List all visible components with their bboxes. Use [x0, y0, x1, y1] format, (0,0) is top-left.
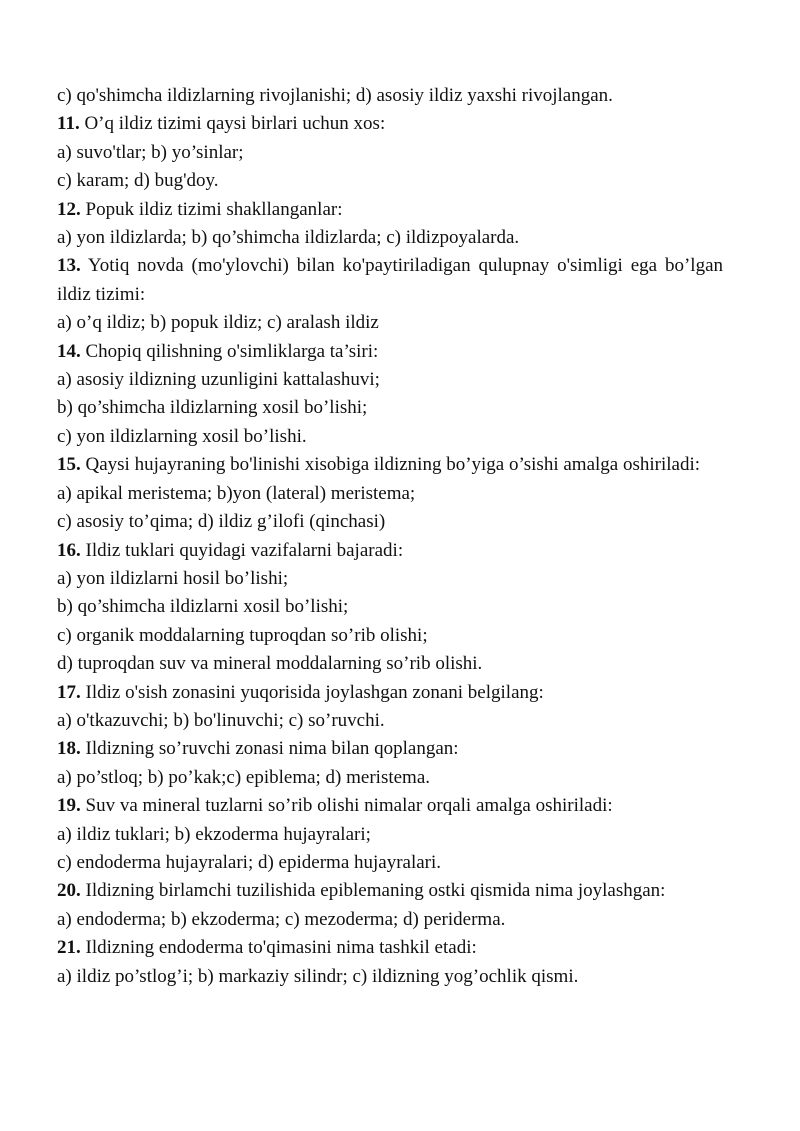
answer-options-line: b) qo’shimcha ildizlarni xosil bo’lishi;: [57, 596, 349, 618]
question-number: 15.: [57, 454, 81, 476]
question-stem: [57, 338, 723, 366]
question-text: Ildizning so’ruvchi zonasi nima bilan qoplangan:: [80, 738, 459, 760]
question-block: [57, 735, 723, 792]
question-stem: [57, 252, 723, 309]
question-stem: [57, 934, 723, 962]
question-stem: [57, 537, 723, 565]
question-block: [57, 537, 723, 679]
question-number: 20.: [57, 880, 81, 902]
question-text: Ildiz tuklari quyidagi vazifalarni bajaradi:: [80, 539, 404, 561]
question-number: 21.: [57, 937, 81, 959]
question-block: [57, 792, 723, 877]
question-block: [57, 877, 723, 934]
answer-options-line: a) apikal meristema; b)yon (lateral) meristema;: [57, 482, 416, 504]
question-stem: [57, 196, 723, 224]
question-number: 13.: [57, 255, 81, 277]
question-block: [57, 196, 723, 253]
answer-options-line: b) qo’shimcha ildizlarning xosil bo’lishi;: [57, 397, 368, 419]
question-block: [57, 110, 723, 195]
answer-options-line: a) yon ildizlarni hosil bo’lishi;: [57, 567, 289, 589]
document-page: [57, 82, 723, 991]
question-text: Ildizning birlamchi tuzilishida epiblemaning ostki qismida nima joylashgan:: [80, 880, 666, 902]
answer-options-line: d) tuproqdan suv va mineral moddalarning so’rib olishi.: [57, 653, 483, 675]
question-block: [57, 252, 723, 337]
question-text: Qaysi hujayraning bo'linishi xisobiga ildizning bo’yiga o’sishi amalga oshiriladi:: [80, 454, 701, 476]
answer-options-line: c) yon ildizlarning xosil bo’lishi.: [57, 425, 307, 447]
answer-options-line: c) organik moddalarning tuproqdan so’rib olishi;: [57, 624, 428, 646]
question-text: Ildizning endoderma to'qimasini nima tashkil etadi:: [80, 937, 477, 959]
question-stem: [57, 679, 723, 707]
question-text: Chopiq qilishning o'simliklarga ta’siri:: [80, 340, 379, 362]
question-stem: [57, 110, 723, 138]
answer-options-line: a) o'tkazuvchi; b) bo'linuvchi; c) so’ruvchi.: [57, 709, 385, 731]
question-number: 14.: [57, 340, 81, 362]
question-block: [57, 679, 723, 736]
answer-options-line: a) po’stloq; b) po’kak;c) epiblema; d) meristema.: [57, 766, 431, 788]
answer-options-line: c) asosiy to’qima; d) ildiz g’ilofi (qinchasi): [57, 511, 386, 533]
answer-options-line: a) endoderma; b) ekzoderma; c) mezoderma; d) periderma.: [57, 908, 506, 930]
answer-options-line: a) yon ildizlarda; b) qo’shimcha ildizlarda; c) ildizpoyalarda.: [57, 227, 520, 249]
answer-options-line: c) endoderma hujayralari; d) epiderma hujayralari.: [57, 851, 442, 873]
answer-options-line: a) ildiz po’stlog’i; b) markaziy silindr; c) ildizning yog’ochlik qismi.: [57, 965, 579, 987]
question-stem: [57, 451, 723, 479]
question-number: 17.: [57, 681, 81, 703]
answer-options-line: a) o’q ildiz; b) popuk ildiz; c) aralash ildiz: [57, 312, 379, 334]
question-text: Popuk ildiz tizimi shakllanganlar:: [80, 198, 343, 220]
question-number: 12.: [57, 198, 81, 220]
answer-options-line: a) suvo'tlar; b) yo’sinlar;: [57, 141, 244, 163]
question-block: [57, 338, 723, 452]
question-block: [57, 451, 723, 536]
question-text: Yotiq novda (mo'ylovchi) bilan ko'paytiriladigan qulupnay o'simligi ega bo’lgan ildiz tizimi:: [57, 255, 723, 305]
answer-options-line: a) asosiy ildizning uzunligini kattalashuvi;: [57, 369, 380, 391]
question-text: Suv va mineral tuzlarni so’rib olishi nimalar orqali amalga oshiriladi:: [80, 795, 613, 817]
question-text: O’q ildiz tizimi qaysi birlari uchun xos:: [79, 113, 386, 135]
answer-options-line: a) ildiz tuklari; b) ekzoderma hujayralari;: [57, 823, 371, 845]
question-stem: [57, 735, 723, 763]
question-number: 11.: [57, 113, 80, 135]
question-number: 19.: [57, 795, 81, 817]
intro-answer-line: c) qo'shimcha ildizlarning rivojlanishi; d) asosiy ildiz yaxshi rivojlangan.: [57, 85, 613, 106]
question-text: Ildiz o'sish zonasini yuqorisida joylashgan zonani belgilang:: [80, 681, 544, 703]
question-block: [57, 934, 723, 991]
answer-options-line: c) karam; d) bug'doy.: [57, 170, 219, 192]
question-stem: [57, 792, 723, 820]
question-stem: [57, 877, 723, 905]
question-number: 18.: [57, 738, 81, 760]
question-number: 16.: [57, 539, 81, 561]
question-list: [57, 110, 723, 991]
